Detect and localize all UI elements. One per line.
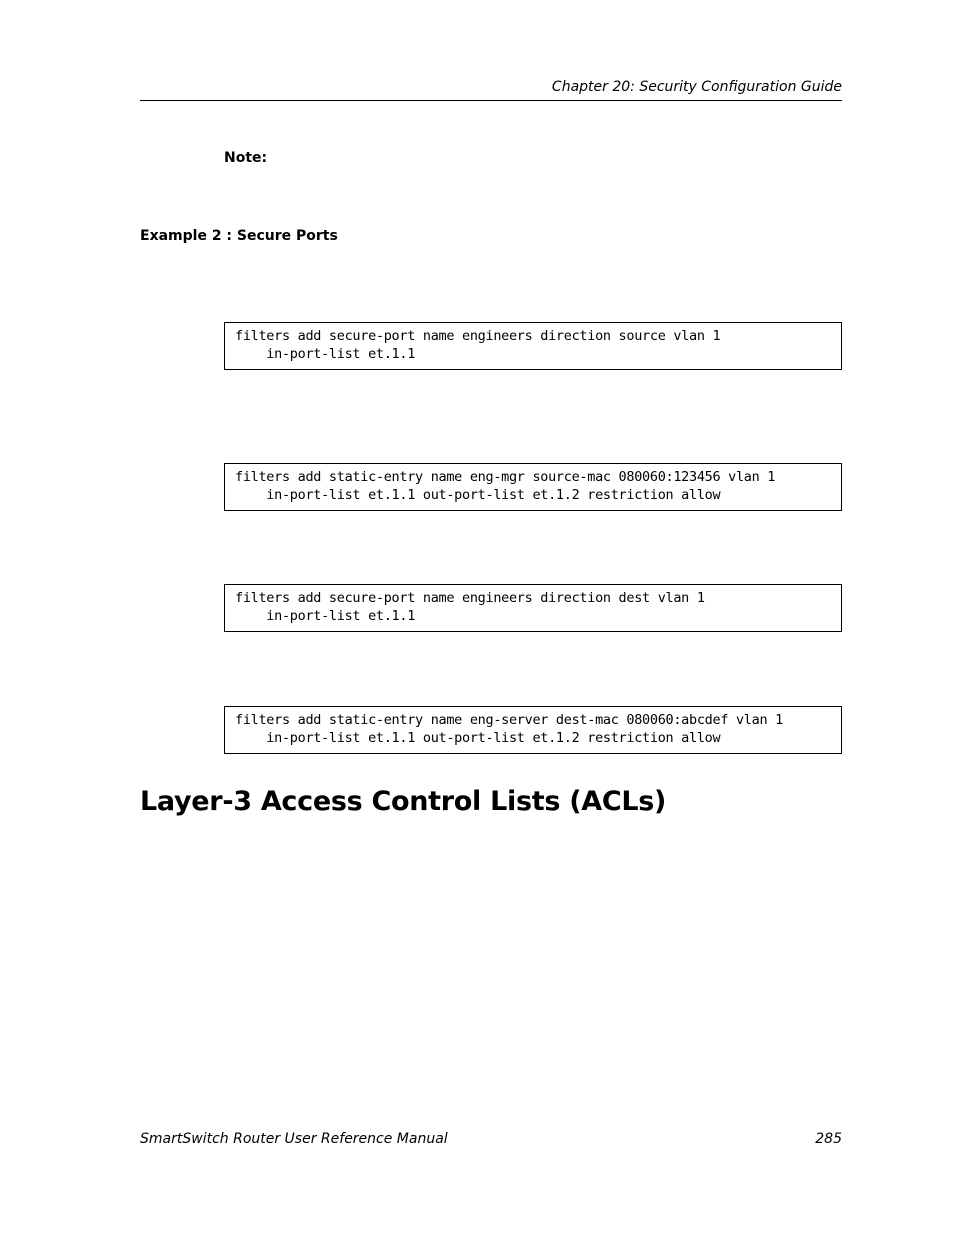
footer-manual-title: SmartSwitch Router User Reference Manual bbox=[140, 1131, 448, 1147]
section-title: Layer-3 Access Control Lists (ACLs) bbox=[140, 786, 667, 817]
code-block-secure-port-dest bbox=[224, 584, 842, 632]
code-text bbox=[225, 707, 841, 747]
code-line: filters add static-entry name eng-mgr source-mac 080060:123456 vlan 1 bbox=[235, 469, 776, 485]
code-line: filters add static-entry name eng-server dest-mac 080060:abcdef vlan 1 bbox=[235, 712, 783, 728]
footer-page-number: 285 bbox=[815, 1131, 842, 1147]
code-line: filters add secure-port name engineers direction source vlan 1 bbox=[235, 328, 721, 344]
header-rule bbox=[140, 100, 842, 101]
code-line: in-port-list et.1.1 bbox=[235, 607, 416, 624]
note-label: Note: bbox=[224, 150, 268, 166]
code-line: in-port-list et.1.1 out-port-list et.1.2 restriction allow bbox=[235, 729, 721, 746]
running-header: Chapter 20: Security Configuration Guide bbox=[551, 79, 842, 95]
code-line: in-port-list et.1.1 bbox=[235, 345, 416, 362]
code-block-static-entry-eng-mgr bbox=[224, 463, 842, 511]
example-heading: Example 2 : Secure Ports bbox=[140, 228, 338, 244]
code-text bbox=[225, 585, 841, 625]
code-block-static-entry-eng-server bbox=[224, 706, 842, 754]
code-line: in-port-list et.1.1 out-port-list et.1.2 restriction allow bbox=[235, 486, 721, 503]
code-line: filters add secure-port name engineers direction dest vlan 1 bbox=[235, 590, 705, 606]
code-block-secure-port-source bbox=[224, 322, 842, 370]
code-text bbox=[225, 464, 841, 504]
code-text bbox=[225, 323, 841, 363]
